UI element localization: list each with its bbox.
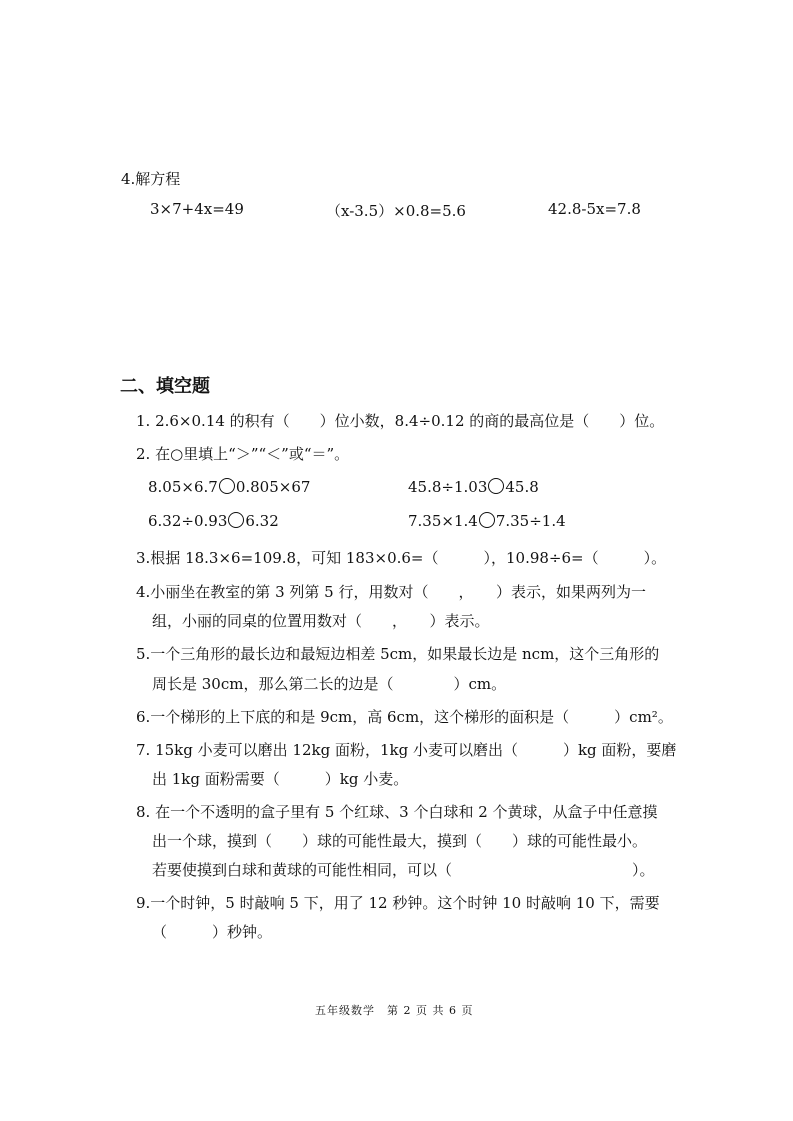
question-5-line-1: 5.一个三角形的最长边和最短边相差 5cm，如果最长边是 ncm，这个三角形的 (136, 645, 660, 663)
compare-circle-icon (488, 478, 504, 494)
compare-right: 0.805×67 (235, 478, 311, 496)
compare-item-1 (148, 478, 310, 496)
question-6: 6.一个梯形的上下底的和是 9cm，高 6cm，这个梯形的面积是（ ）cm²。 (136, 708, 673, 726)
page-footer: 五年级数学 第 2 页 共 6 页 (315, 1004, 474, 1017)
compare-item-4 (408, 512, 566, 530)
compare-circle-icon (219, 478, 235, 494)
question-8-line-1: 8. 在一个不透明的盒子里有 5 个红球、3 个白球和 2 个黄球，从盒子中任意摸 (136, 803, 658, 821)
question-9-line-1: 9.一个时钟，5 时敲响 5 下，用了 12 秒钟。这个时钟 10 时敲响 10 下，需要 (136, 894, 660, 912)
section-4-title: 4.解方程 (121, 170, 181, 188)
compare-left: 45.8÷1.03 (408, 478, 488, 496)
question-7-line-1: 7. 15kg 小麦可以磨出 12kg 面粉，1kg 小麦可以磨出（ ）kg 面粉，要磨 (136, 741, 677, 759)
question-4-line-2: 组，小丽的同桌的位置用数对（ ， ）表示。 (152, 612, 490, 630)
compare-left: 8.05×6.7 (148, 478, 218, 496)
question-1: 1. 2.6×0.14 的积有（ ）位小数，8.4÷0.12 的商的最高位是（ ）位。 (136, 412, 665, 430)
question-4-line-1: 4.小丽坐在教室的第 3 列第 5 行，用数对（ ， ）表示，如果两列为一 (136, 583, 646, 601)
compare-right: 7.35÷1.4 (495, 512, 566, 530)
question-7-line-2: 出 1kg 面粉需要（ ）kg 小麦。 (152, 770, 409, 788)
equation-1: 3×7+4x=49 (150, 200, 244, 218)
equation-3: 42.8-5x=7.8 (548, 200, 641, 218)
compare-right: 45.8 (505, 478, 539, 496)
compare-item-2 (408, 478, 539, 496)
question-3: 3.根据 18.3×6=109.8，可知 183×0.6=（ ），10.98÷6=（ ）。 (136, 549, 667, 567)
compare-left: 7.35×1.4 (408, 512, 478, 530)
question-2: 2. 在○里填上“＞”“＜”或“＝”。 (136, 445, 350, 463)
compare-right: 6.32 (245, 512, 279, 530)
equation-2: （x-3.5）×0.8=5.6 (326, 202, 466, 220)
question-8-line-3: 若要使摸到白球和黄球的可能性相同，可以（ ）。 (152, 861, 655, 879)
compare-circle-icon (228, 512, 244, 528)
question-5-line-2: 周长是 30cm，那么第二长的边是（ ）cm。 (152, 675, 507, 693)
compare-left: 6.32÷0.93 (148, 512, 228, 530)
question-9-line-2: （ ）秒钟。 (152, 923, 273, 941)
compare-item-3 (148, 512, 279, 530)
question-8-line-2: 出一个球，摸到（ ）球的可能性最大，摸到（ ）球的可能性最小。 (152, 832, 648, 850)
section-2-title: 二、填空题 (120, 376, 210, 397)
compare-circle-icon (479, 512, 495, 528)
